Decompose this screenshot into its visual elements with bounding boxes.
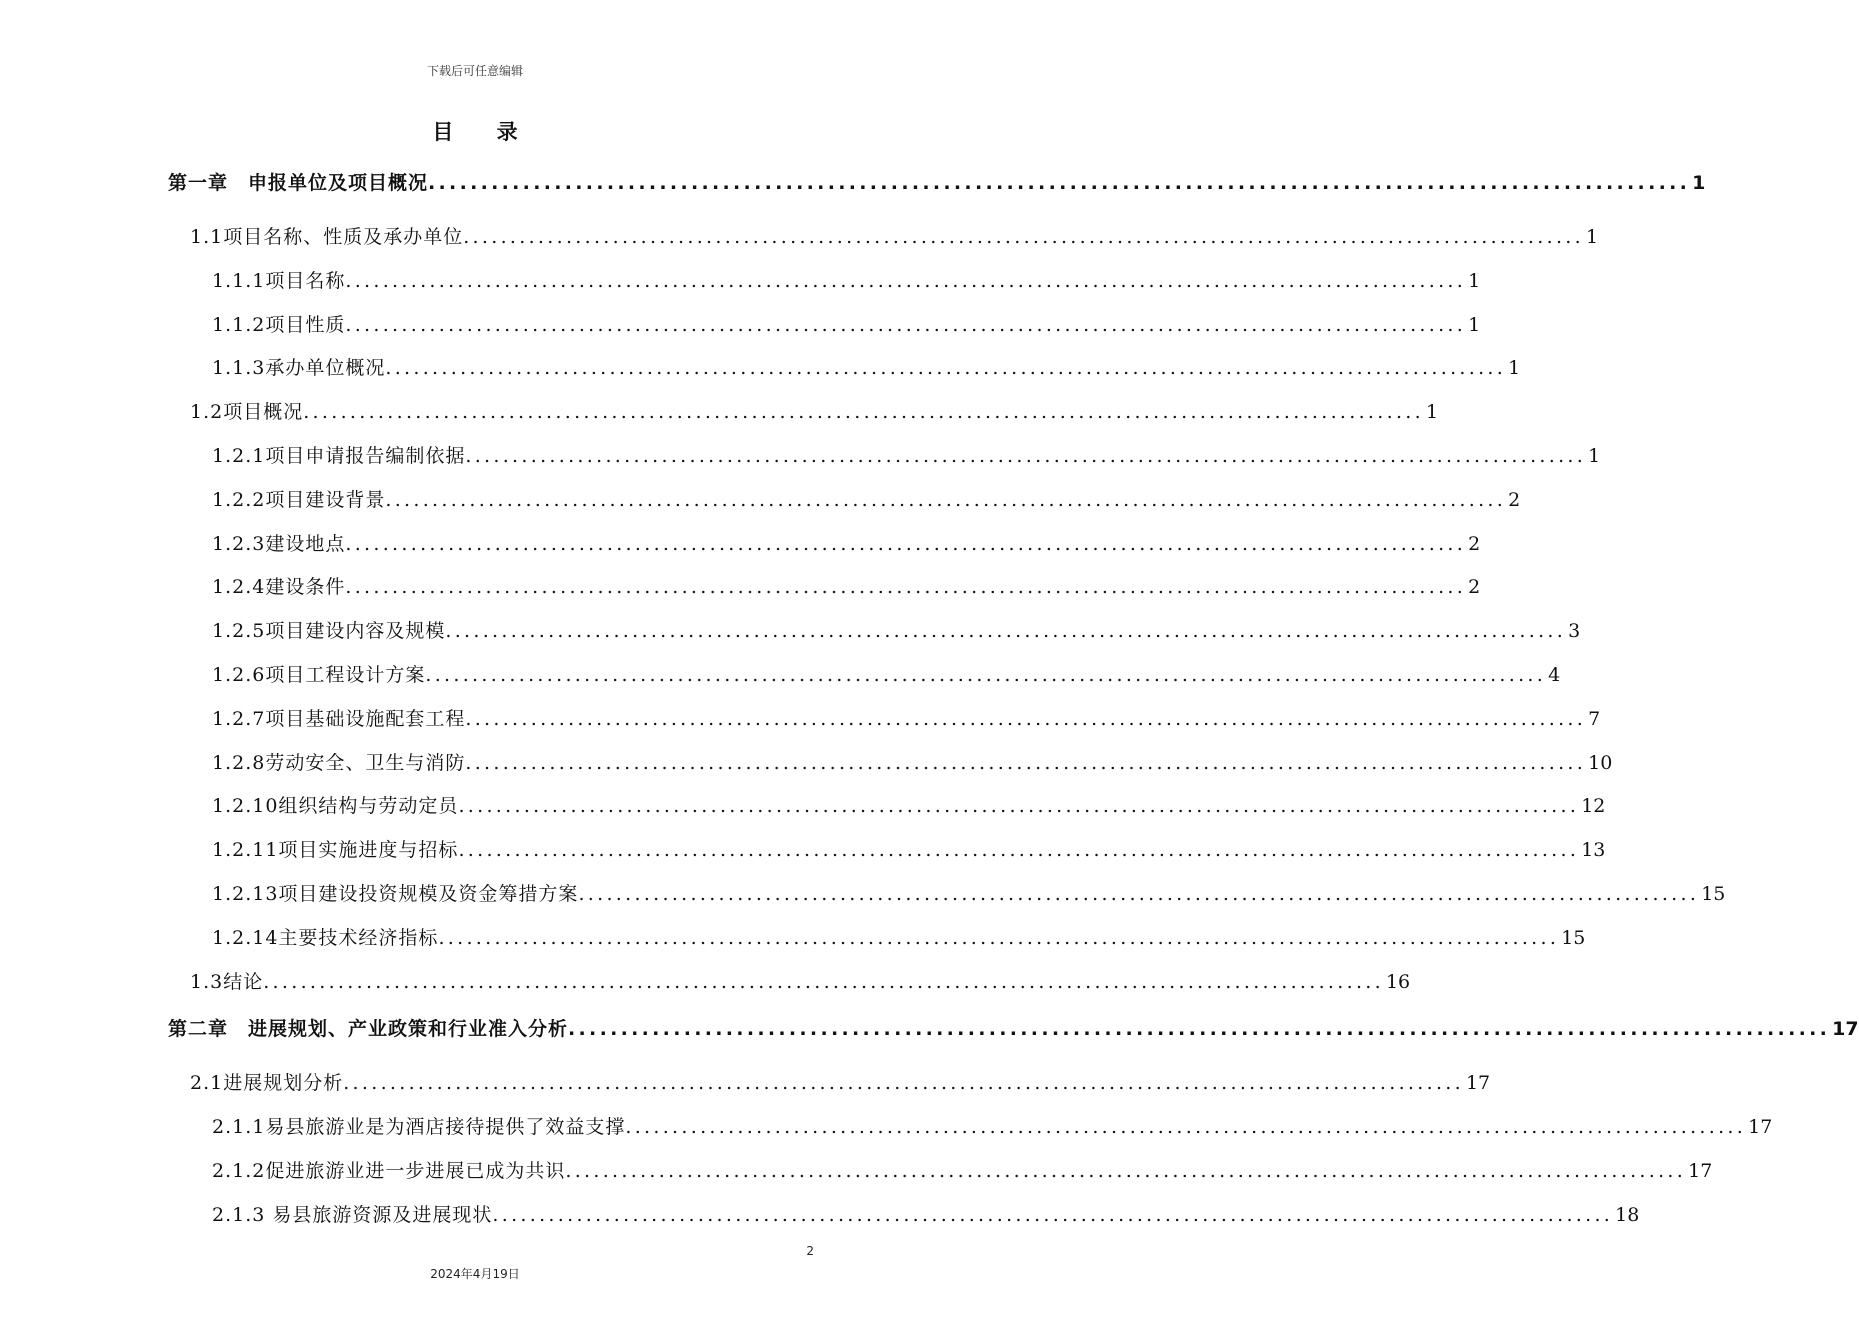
toc-entry-title: 第二章 进展规划、产业政策和行业准入分析 xyxy=(168,1018,569,1041)
toc-entry-title: 2.1.2促进旅游业进一步进展已成为共识 xyxy=(212,1159,566,1182)
toc-entry-page: 15 xyxy=(1701,882,1726,905)
toc-entry-page: 16 xyxy=(1385,970,1411,993)
toc-entry-page: 17 xyxy=(1465,1072,1491,1095)
toc-dot-leader: ........................................................................................................................ xyxy=(425,663,1547,686)
toc-entry-title: 1.1.2项目性质 xyxy=(212,313,346,336)
footer-date: 2024年4月19日 xyxy=(430,1267,520,1281)
toc-entry-page: 10 xyxy=(1588,751,1613,774)
toc-entry-page: 4 xyxy=(1548,663,1561,686)
toc-dot-leader: ........................................................................................................................ xyxy=(465,707,1587,730)
toc-entry[interactable] xyxy=(168,829,1606,873)
toc-dot-leader: ........................................................................................................................ xyxy=(263,970,1384,993)
toc-dot-leader: ........................................................................................................................ xyxy=(438,926,1560,949)
toc-dot-leader: ........................................................................................................................ xyxy=(303,401,1424,424)
toc-entry[interactable] xyxy=(168,1150,1713,1194)
toc-dot-leader: ........................................................................................................................ xyxy=(578,882,1700,905)
toc-dot-leader: ........................................................................................................................ xyxy=(385,488,1507,511)
toc-entry-page: 17 xyxy=(1748,1116,1773,1139)
toc-entry-page: 1 xyxy=(1468,269,1481,292)
toc-entry-page: 2 xyxy=(1468,532,1481,555)
toc-entry-title: 2.1进展规划分析 xyxy=(190,1072,344,1095)
toc-dot-leader: ........................................................................................................................ xyxy=(458,795,1580,818)
toc-entry-page: 18 xyxy=(1615,1203,1640,1226)
toc-entry[interactable] xyxy=(168,961,1411,1005)
toc-entry[interactable] xyxy=(168,1106,1773,1150)
toc-entry[interactable] xyxy=(168,347,1521,391)
toc-entry-title: 1.2.2项目建设背景 xyxy=(212,488,386,511)
toc-entry-title: 1.2.1项目申请报告编制依据 xyxy=(212,444,466,467)
toc-entry-title: 1.2.5项目建设内容及规模 xyxy=(212,620,446,643)
toc-entry-title: 1.2.4建设条件 xyxy=(212,576,346,599)
toc-entry-page: 1 xyxy=(1508,357,1521,380)
toc-entry-page: 17 xyxy=(1688,1159,1713,1182)
toc-entry-title: 第一章 申报单位及项目概况 xyxy=(168,172,429,194)
toc-entry[interactable] xyxy=(168,216,1599,260)
toc-dot-leader: ........................................................................................................................ xyxy=(345,532,1467,555)
toc-entry-title: 1.2.11项目实施进度与招标 xyxy=(212,839,459,862)
toc-entry-title: 1.2.10组织结构与劳动定员 xyxy=(212,795,459,818)
toc-entry-page: 13 xyxy=(1581,839,1606,862)
toc-entry-title: 1.2.7项目基础设施配套工程 xyxy=(212,707,466,730)
toc-entry[interactable] xyxy=(168,917,1586,961)
toc-entry[interactable] xyxy=(168,654,1561,698)
toc-entry-title: 1.2.13项目建设投资规模及资金筹措方案 xyxy=(212,882,579,905)
toc-entry[interactable] xyxy=(168,785,1606,829)
toc-entry-page: 1 xyxy=(1585,226,1599,248)
header-note: 下载后可任意编辑 xyxy=(426,64,523,78)
toc-dot-leader: ........................................................................................................................ xyxy=(445,620,1567,643)
toc-entry[interactable] xyxy=(168,610,1581,654)
toc-dot-leader: ........................................................................................................................ xyxy=(345,576,1467,599)
toc-dot-leader: ........................................................................................................................ xyxy=(465,751,1587,774)
toc-entry-page: 12 xyxy=(1581,795,1606,818)
toc-entry-title: 1.2.3建设地点 xyxy=(212,532,346,555)
toc-entry-title: 1.2.8劳动安全、卫生与消防 xyxy=(212,751,466,774)
toc-entry[interactable] xyxy=(168,435,1601,479)
toc-entry[interactable] xyxy=(168,391,1439,435)
toc-entry-page: 1 xyxy=(1588,444,1601,467)
toc-entry-page: 17 xyxy=(1832,1018,1859,1041)
toc-dot-leader: ........................................................................................................................ xyxy=(428,172,1691,194)
toc-dot-leader: ........................................................................................................................ xyxy=(625,1116,1747,1139)
toc-entry-page: 1 xyxy=(1692,172,1706,194)
toc-entry-page: 2 xyxy=(1468,576,1481,599)
toc-entry-title: 1.2项目概况 xyxy=(190,401,304,424)
toc-entry-title: 2.1.1易县旅游业是为酒店接待提供了效益支撑 xyxy=(212,1116,626,1139)
toc-title: 目 录 xyxy=(432,120,536,144)
toc-entry[interactable] xyxy=(168,1194,1640,1238)
toc-entry-title: 1.2.6项目工程设计方案 xyxy=(212,663,426,686)
toc-entry[interactable] xyxy=(168,162,1706,216)
toc-entry[interactable] xyxy=(168,260,1481,304)
toc-dot-leader: ........................................................................................................................ xyxy=(458,839,1580,862)
toc-entry-page: 15 xyxy=(1561,926,1586,949)
toc-entry[interactable] xyxy=(168,742,1613,786)
toc-entry-page: 1 xyxy=(1468,313,1481,336)
table-of-contents xyxy=(168,162,1859,1238)
toc-dot-leader: ........................................................................................................................ xyxy=(345,269,1467,292)
toc-dot-leader: ........................................................................................................................ xyxy=(385,357,1507,380)
toc-dot-leader: ........................................................................................................................ xyxy=(343,1072,1464,1095)
toc-dot-leader: ........................................................................................................................ xyxy=(465,444,1587,467)
toc-entry[interactable] xyxy=(168,566,1481,610)
toc-dot-leader: ........................................................................................................................ xyxy=(565,1159,1687,1182)
toc-dot-leader: ........................................................................................................................ xyxy=(345,313,1467,336)
toc-entry-title: 1.1项目名称、性质及承办单位 xyxy=(190,226,464,248)
toc-entry-page: 7 xyxy=(1588,707,1601,730)
page-number: 2 xyxy=(806,1244,814,1258)
toc-entry-title: 2.1.3 易县旅游资源及进展现状 xyxy=(212,1203,493,1226)
toc-entry[interactable] xyxy=(168,698,1601,742)
toc-dot-leader: ........................................................................................................................ xyxy=(492,1203,1614,1226)
toc-entry[interactable] xyxy=(168,479,1521,523)
toc-entry[interactable] xyxy=(168,1062,1491,1106)
toc-entry-title: 1.1.3承办单位概况 xyxy=(212,357,386,380)
toc-entry[interactable] xyxy=(168,873,1726,917)
toc-dot-leader: ........................................................................................................................ xyxy=(568,1018,1831,1041)
toc-entry-title: 1.1.1项目名称 xyxy=(212,269,346,292)
toc-entry[interactable] xyxy=(168,1008,1859,1062)
toc-entry-title: 1.3结论 xyxy=(190,970,264,993)
toc-dot-leader: ........................................................................................................................ xyxy=(463,226,1584,248)
toc-entry-title: 1.2.14主要技术经济指标 xyxy=(212,926,439,949)
toc-entry-page: 2 xyxy=(1508,488,1521,511)
toc-entry-page: 1 xyxy=(1425,401,1439,424)
toc-entry-page: 3 xyxy=(1568,620,1581,643)
toc-entry[interactable] xyxy=(168,523,1481,567)
toc-entry[interactable] xyxy=(168,304,1481,348)
